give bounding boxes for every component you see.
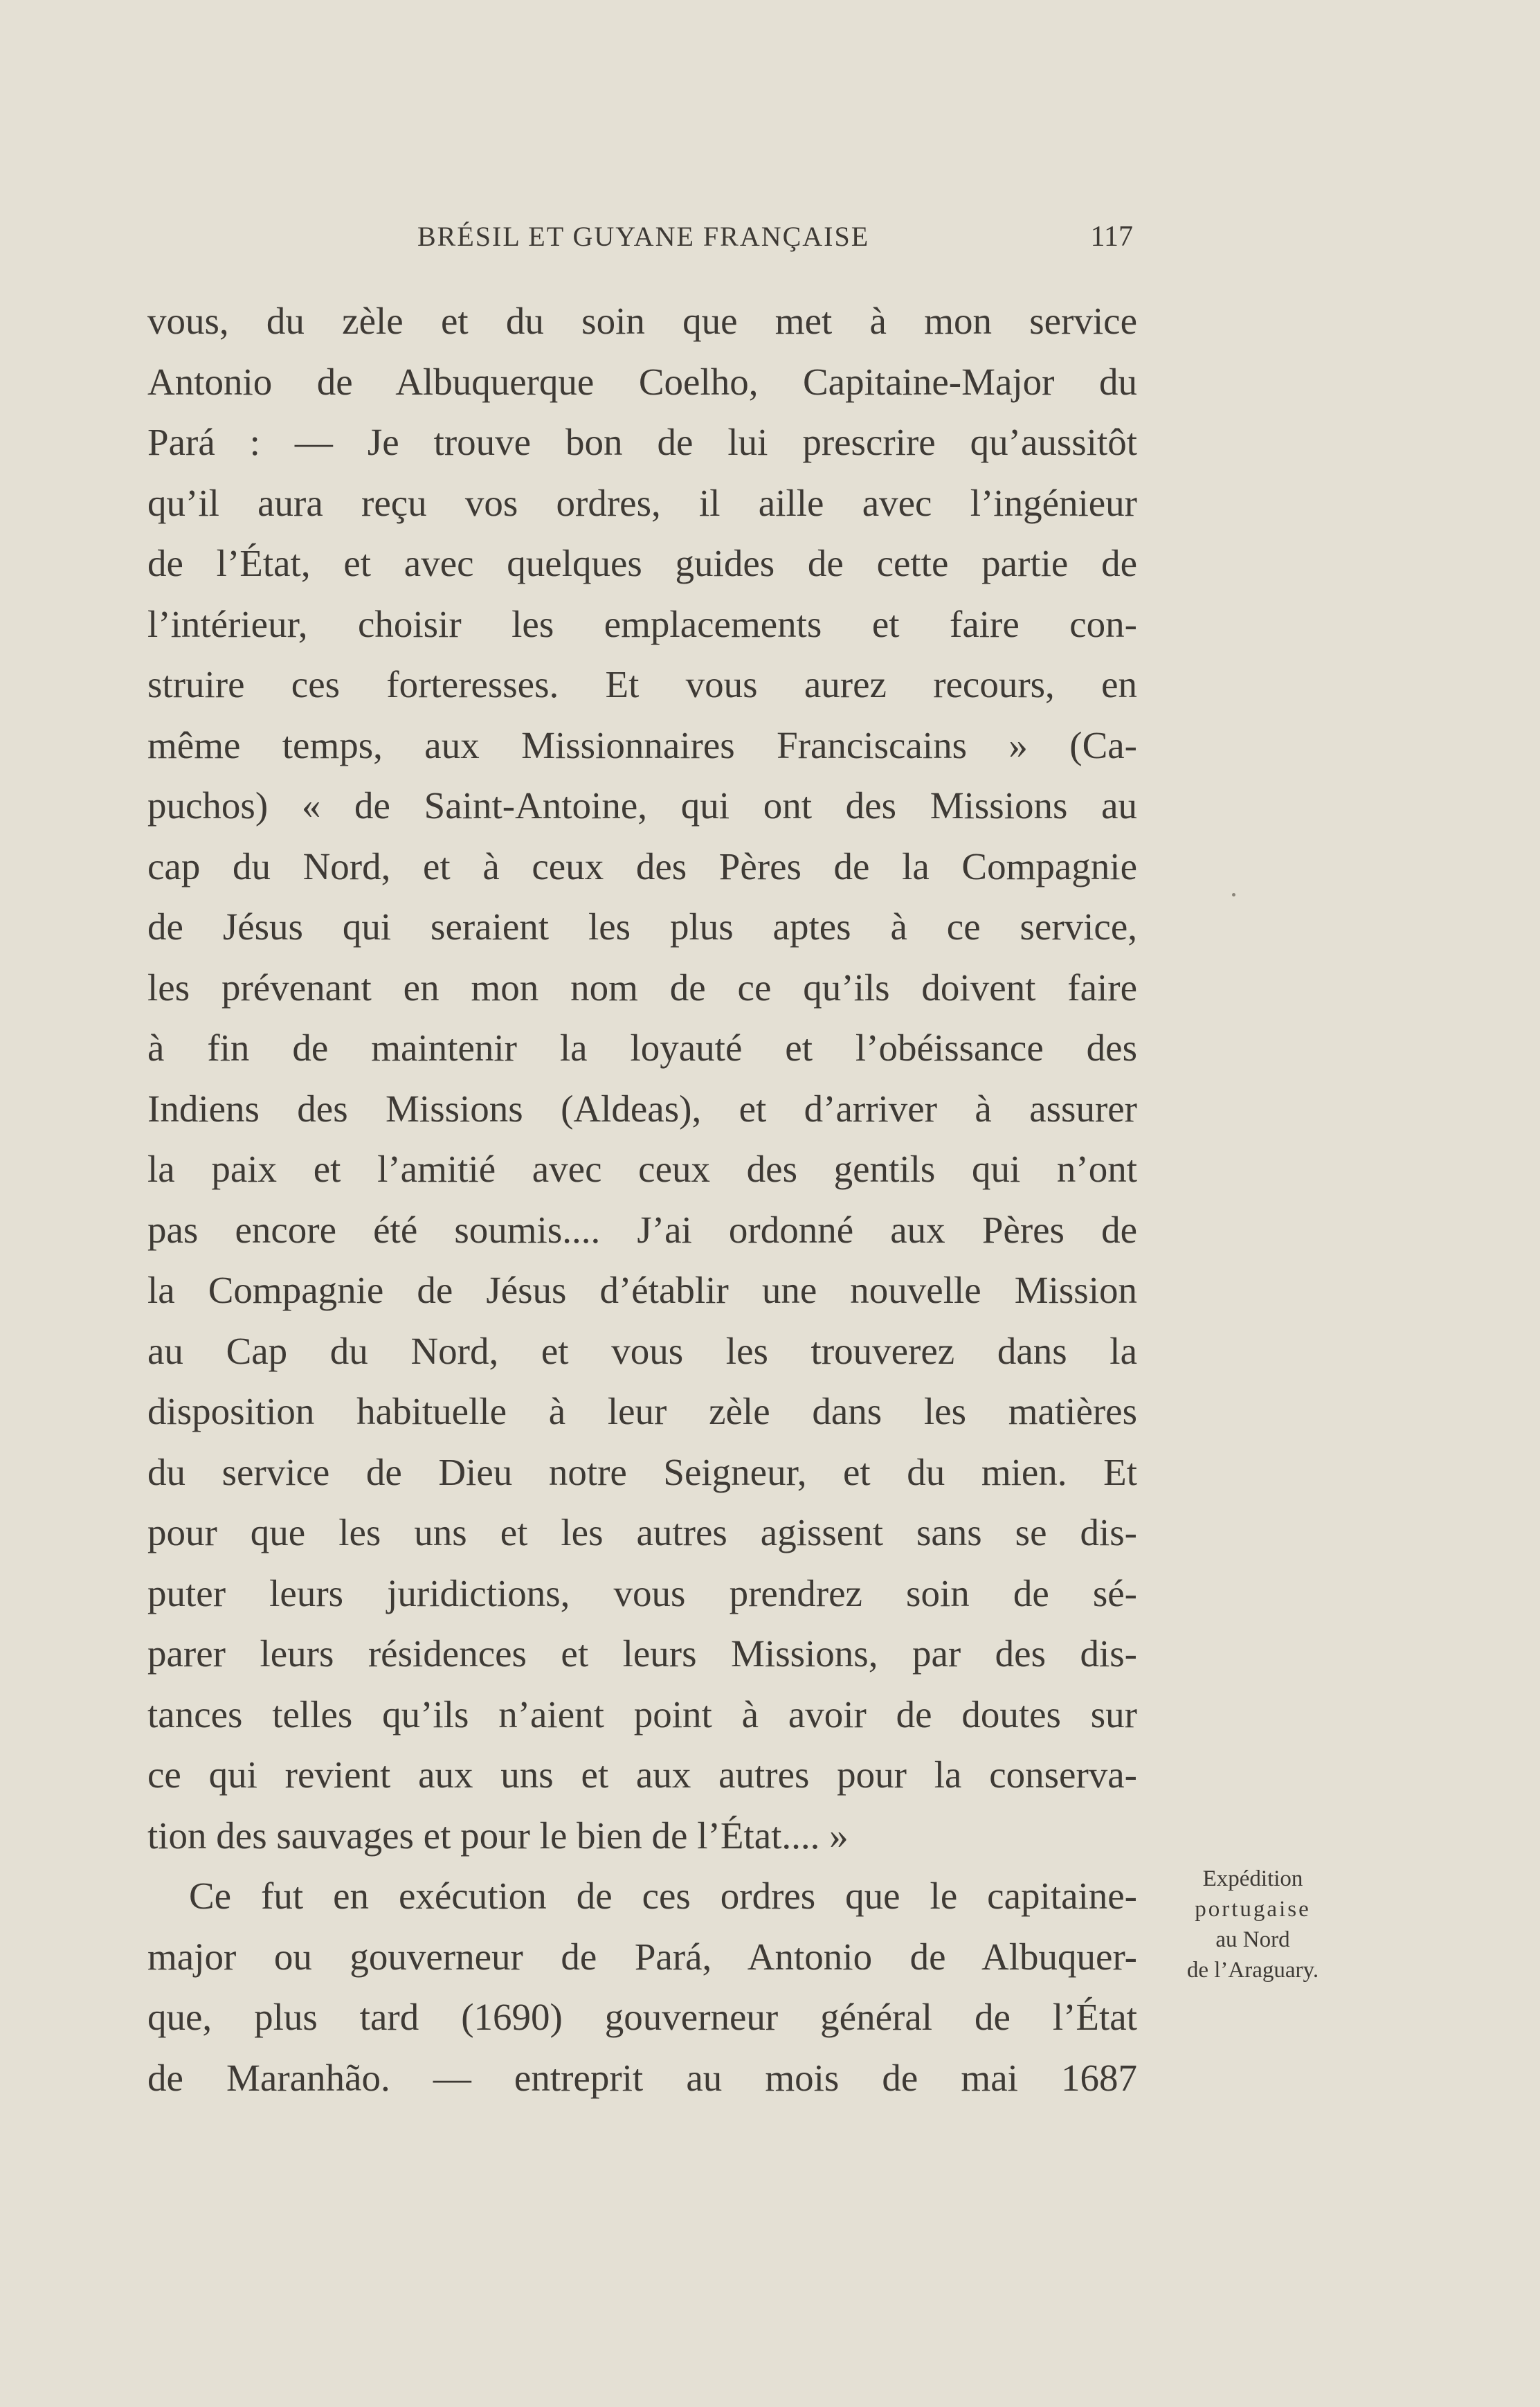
text-line: puchos) « de Saint-Antoine, qui ont des Missions au xyxy=(147,784,1137,827)
margin-note-line: au Nord xyxy=(1215,1927,1290,1952)
text-line: de l’État, et avec quelques guides de cette partie de xyxy=(147,542,1137,584)
text-line: même temps, aux Missionnaires Franciscains » (Ca- xyxy=(147,723,1137,766)
margin-note-line: Expédition xyxy=(1202,1866,1303,1891)
text-line: pour que les uns et les autres agissent sans se dis- xyxy=(147,1511,1137,1553)
text-line: tances telles qu’ils n’aient point à avoir de doutes sur xyxy=(147,1693,1137,1736)
text-line: Indiens des Missions (Aldeas), et d’arriver à assurer xyxy=(147,1087,1137,1130)
text-line: tion des sauvages et pour le bien de l’État.... » xyxy=(147,1814,849,1857)
text-line: vous, du zèle et du soin que met à mon service xyxy=(147,300,1137,342)
text-line: de Maranhão. — entreprit au mois de mai 1687 xyxy=(147,2056,1137,2099)
page-number: 117 xyxy=(1090,221,1133,253)
text-line: struire ces forteresses. Et vous aurez recours, en xyxy=(147,663,1137,705)
text-line: à fin de maintenir la loyauté et l’obéissance des xyxy=(147,1027,1137,1069)
paper-speck xyxy=(1232,893,1235,896)
text-line: ce qui revient aux uns et aux autres pour la conserva- xyxy=(147,1754,1137,1796)
text-line: l’intérieur, choisir les emplacements et faire con- xyxy=(147,602,1137,645)
text-line: la paix et l’amitié avec ceux des gentils qui n’ont xyxy=(147,1148,1137,1190)
body-text xyxy=(147,291,1137,2108)
text-line: Antonio de Albuquerque Coelho, Capitaine-Major du xyxy=(147,360,1137,403)
text-line: cap du Nord, et à ceux des Pères de la Compagnie xyxy=(147,845,1137,887)
text-line: qu’il aura reçu vos ordres, il aille avec l’ingénieur xyxy=(147,481,1137,524)
text-line: puter leurs juridictions, vous prendrez soin de sé- xyxy=(147,1571,1137,1614)
text-line: la Compagnie de Jésus d’établir une nouvelle Mission xyxy=(147,1269,1137,1311)
running-title: BRÉSIL ET GUYANE FRANÇAISE xyxy=(417,221,870,252)
margin-note-line: de l’Araguary. xyxy=(1186,1958,1319,1983)
margin-note xyxy=(1149,1864,1357,1985)
text-line: parer leurs résidences et leurs Missions, par des dis- xyxy=(147,1632,1137,1675)
paragraph-first-line: Ce fut en exécution de ces ordres que le capitaine- xyxy=(189,1875,1137,1917)
text-line: du service de Dieu notre Seigneur, et du mien. Et xyxy=(147,1450,1137,1493)
text-line: au Cap du Nord, et vous les trouverez dans la xyxy=(147,1329,1137,1372)
running-head xyxy=(147,220,1137,259)
text-line: Pará : — Je trouve bon de lui prescrire qu’aussitôt xyxy=(147,421,1137,463)
margin-note-line: portugaise xyxy=(1195,1897,1311,1922)
text-line: major ou gouverneur de Pará, Antonio de Albuquer- xyxy=(147,1935,1137,1978)
text-line: pas encore été soumis.... J’ai ordonné aux Pères de xyxy=(147,1208,1137,1251)
text-line: de Jésus qui seraient les plus aptes à ce service, xyxy=(147,905,1137,948)
text-line: que, plus tard (1690) gouverneur général de l’État xyxy=(147,1996,1137,2038)
text-line: les prévenant en mon nom de ce qu’ils doivent faire xyxy=(147,966,1137,1009)
text-line: disposition habituelle à leur zèle dans les matières xyxy=(147,1390,1137,1432)
